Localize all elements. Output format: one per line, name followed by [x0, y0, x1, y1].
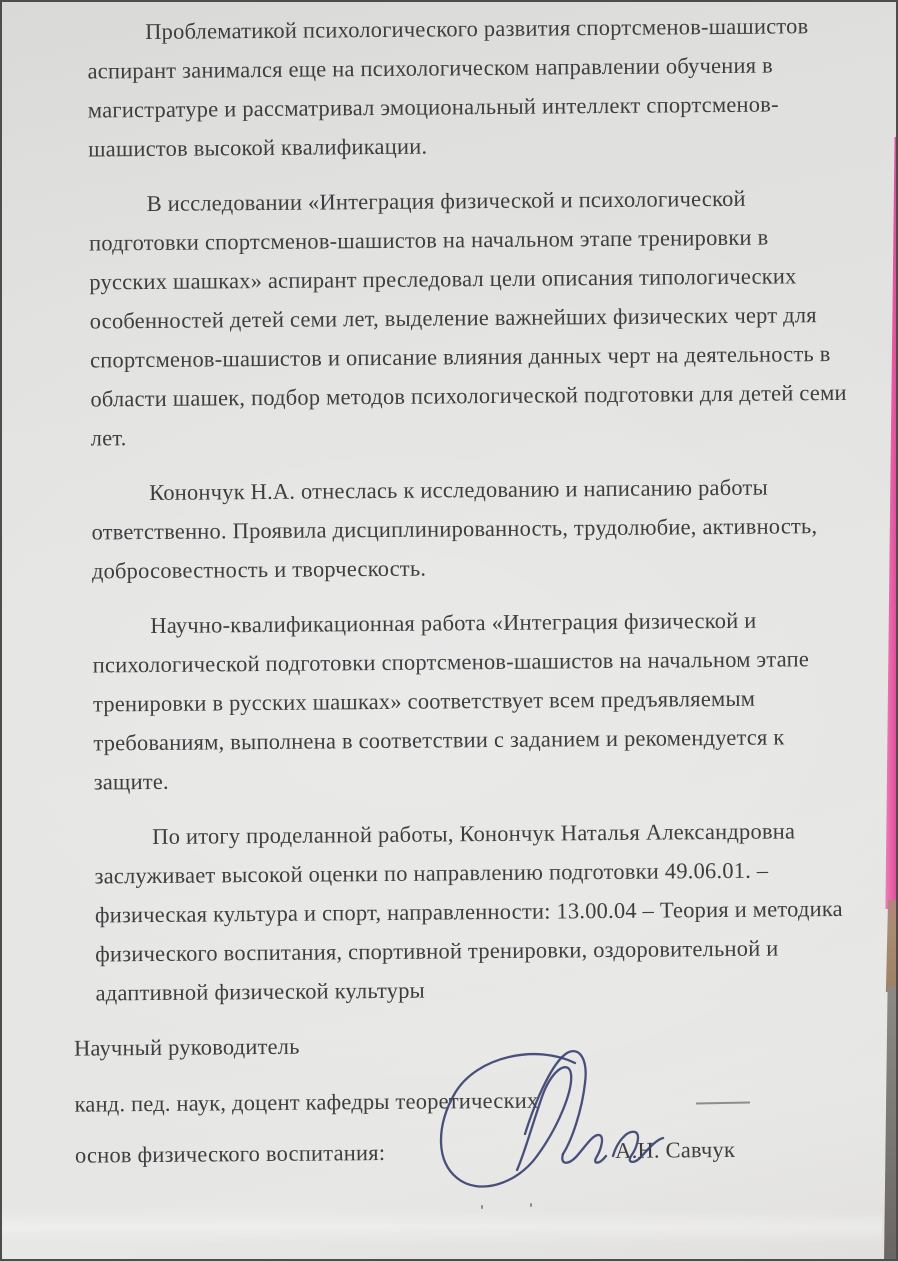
supervisor-department-line: основ физического воспитания: [74, 1139, 386, 1168]
text-line: требованиям, выполнена в соответствии с заданием и рекомендуется к [93, 724, 785, 756]
text-line: магистратуре и рассматривал эмоциональный интеллект спортсменов- [87, 91, 779, 123]
text-line: особенностей детей семи лет, выделение важнейших физических черт для [89, 302, 817, 334]
text-line: тренировки в русских шашках» соответствует всем предъявляемым [92, 685, 756, 717]
text-line: добросовестность и творческость. [91, 555, 427, 584]
text-line: спортсменов-шашистов и описание влияния данных черт на деятельность в [89, 341, 831, 373]
text-line: адаптивной физической культуры [95, 977, 426, 1006]
text-line: физическая культура и спорт, направленности: 13.00.04 – Теория и методика [94, 895, 843, 928]
paper-speck [530, 1203, 532, 1207]
text-line: русских шашках» аспирант преследовал цели описания типологических [89, 263, 797, 295]
text-line: лет. [90, 425, 127, 451]
paragraph-problematika [87, 6, 863, 169]
paragraph-itog [94, 811, 871, 1013]
document-text [73, 6, 872, 1175]
text-line: психологической подготовки спортсменов-шашистов на начальном этапе [92, 646, 810, 678]
text-line: ответственно. Проявила дисциплинированность, трудолюбие, активность, [91, 513, 818, 545]
supervisor-degree-line: канд. пед. наук, доцент кафедры теоретических [74, 1087, 539, 1117]
text-line: По итогу проделанной работы, Конончук Наталья Александровна [152, 818, 796, 849]
text-line: защите. [93, 768, 169, 795]
text-line: области шашек, подбор методов психологической подготовки для детей семи [90, 379, 847, 412]
text-line: Проблематикой психологического развития спортсменов-шашистов [145, 13, 809, 45]
paragraph-issledovanie [89, 178, 866, 458]
paragraph-otnoshenie [91, 467, 867, 591]
text-line: подготовки спортсменов-шашистов на начальном этапе тренировки в [88, 224, 769, 256]
background-tan-edge [885, 900, 896, 992]
text-line: В исследовании «Интеграция физической и психологической [146, 185, 746, 217]
text-line: шашистов высокой квалификации. [88, 133, 428, 162]
text-line: Научно-квалификационная работа «Интеграция физической и [150, 607, 757, 638]
text-line: аспирант занимался еще на психологическом направлении обучения в [87, 52, 774, 84]
background-gray-edge [884, 987, 896, 1261]
text-line: Конончук Н.А. отнеслась к исследованию и написанию работы [149, 474, 768, 505]
paper-speck [481, 1205, 483, 1209]
signature-block [74, 1022, 872, 1175]
paper-fold-highlight [2, 1210, 882, 1244]
signature-row [75, 1129, 872, 1175]
paragraph-sootvetstvie [92, 600, 869, 802]
supervisor-title-line: Научный руководитель [73, 1033, 300, 1061]
text-line: физического воспитания, спортивной тренировки, оздоровительной и [95, 935, 779, 967]
background-pink-edge [884, 137, 896, 909]
text-line: заслуживает высокой оценки по направлению подготовки 49.06.01. – [94, 857, 769, 889]
signer-name: А.Н. Савчук [615, 1136, 736, 1163]
